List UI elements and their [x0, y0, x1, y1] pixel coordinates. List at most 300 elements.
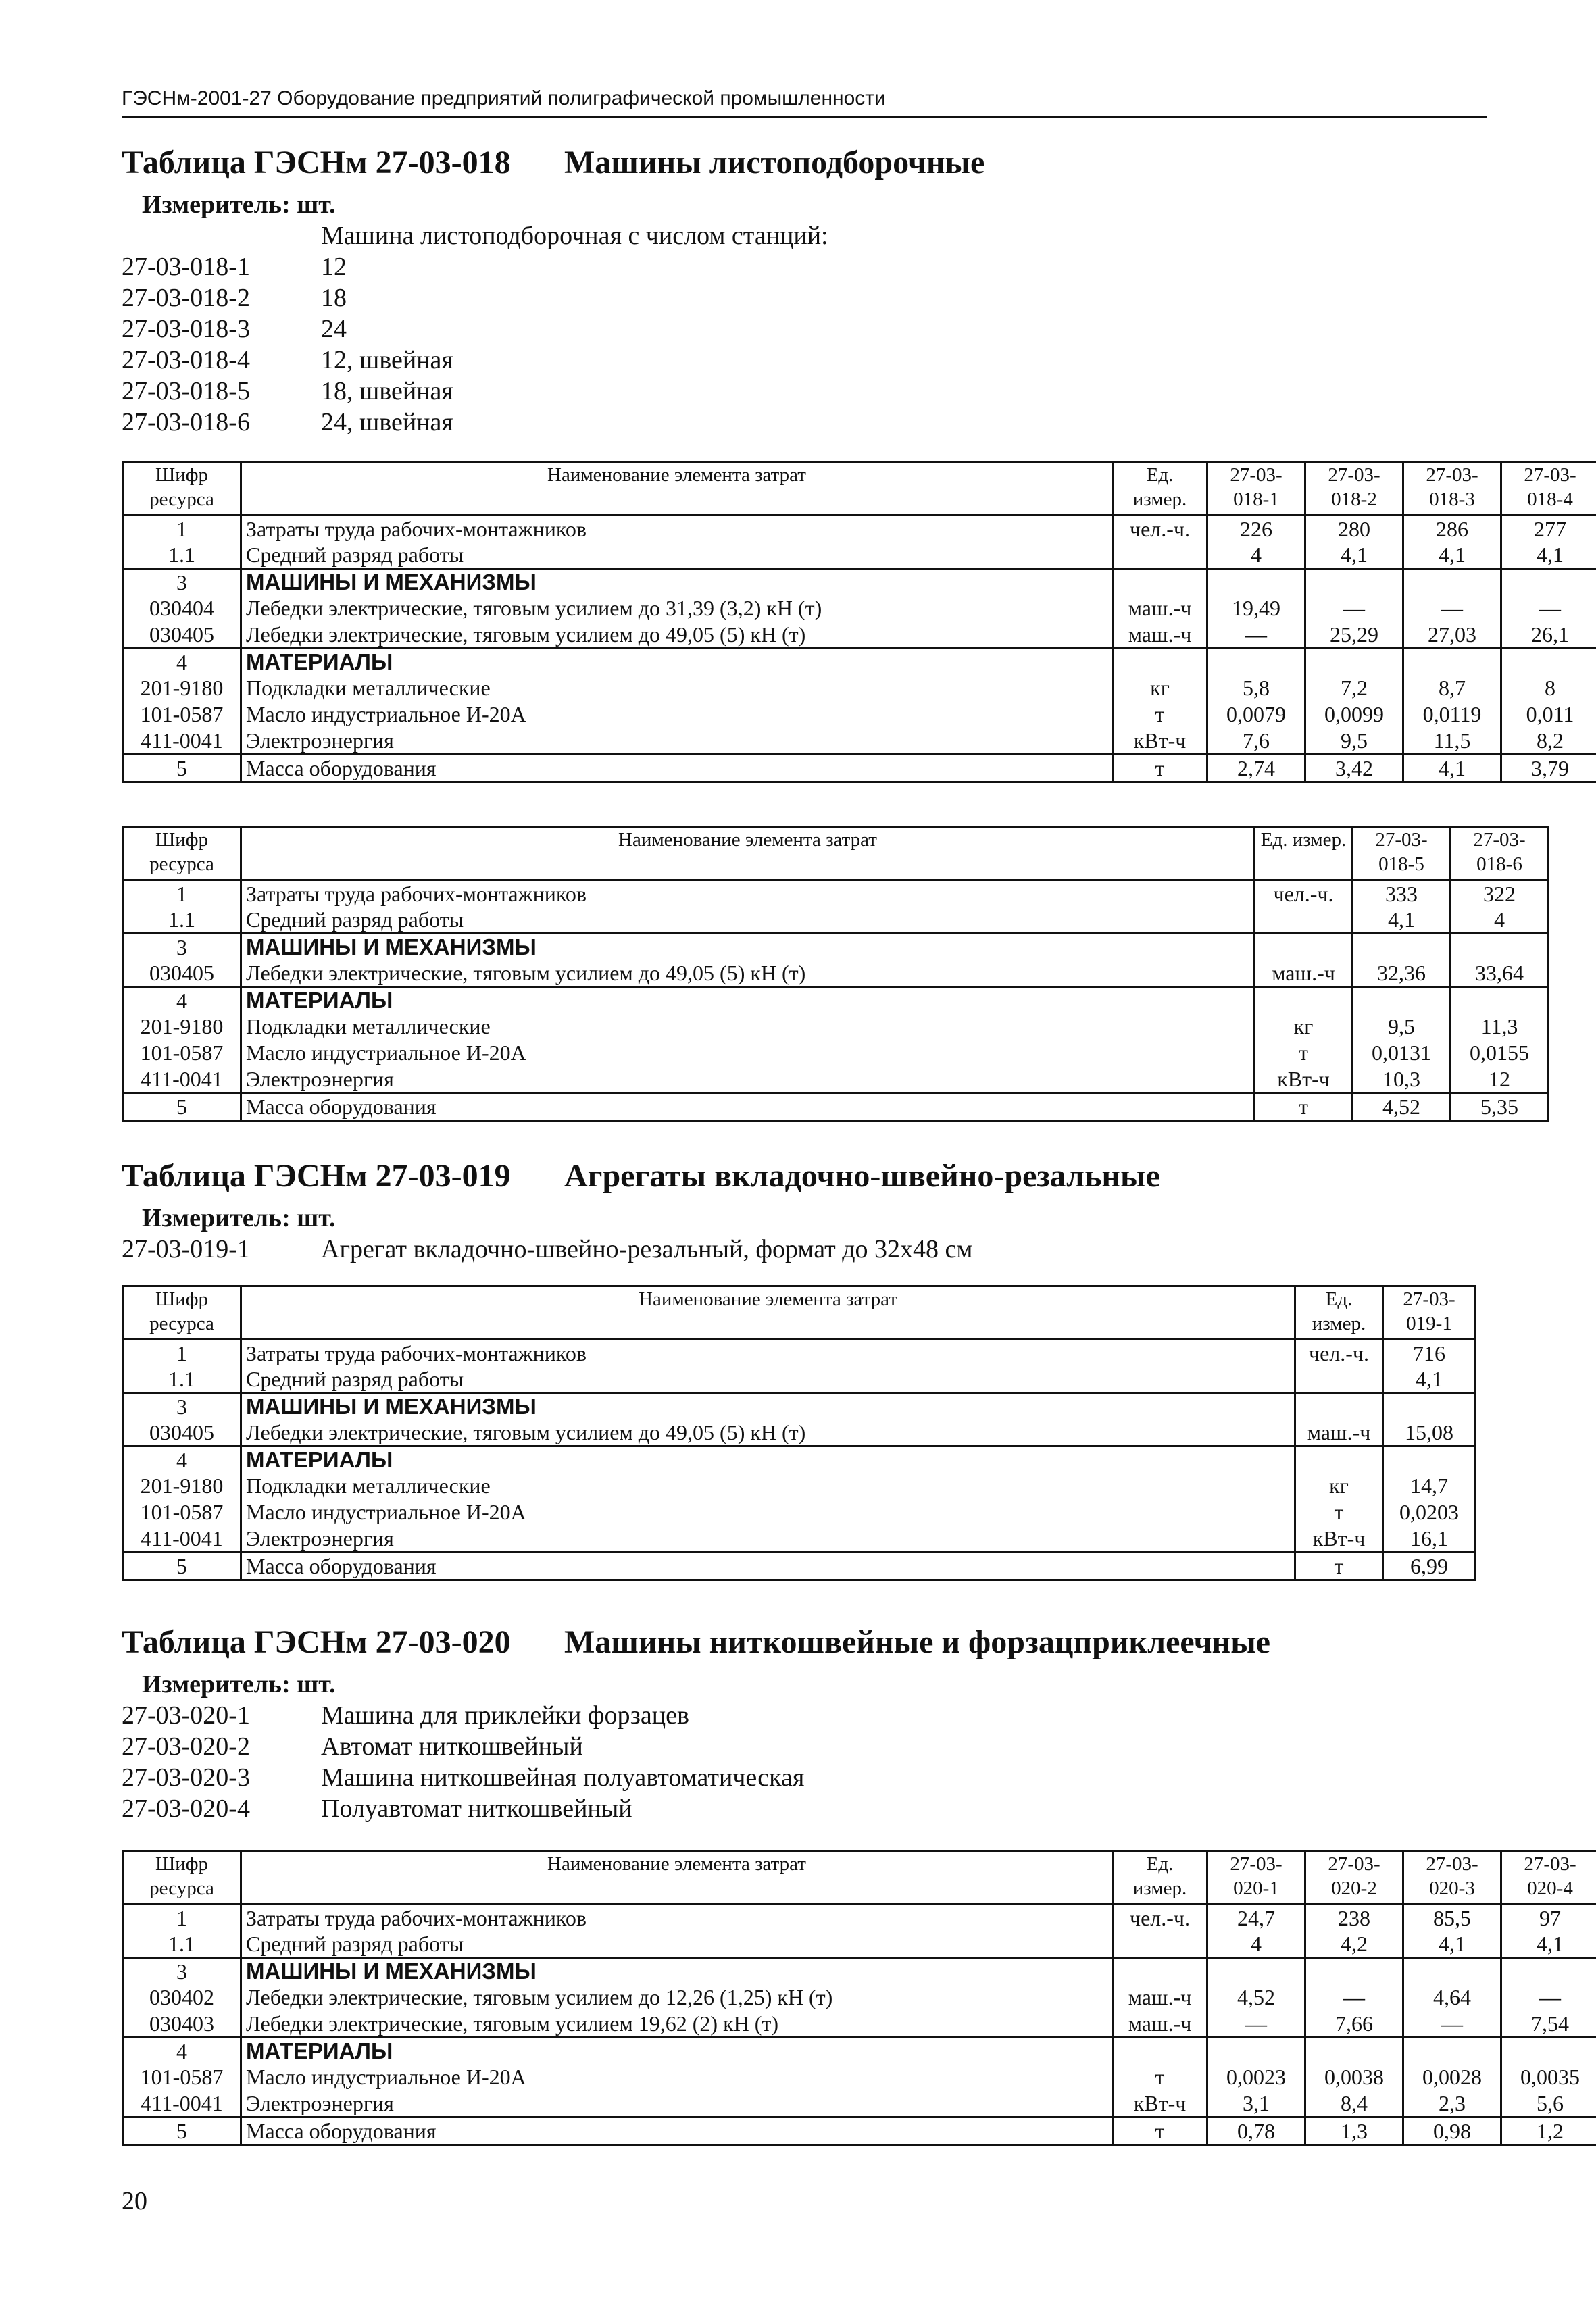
norm-table-018-5-6: [122, 826, 1549, 1122]
value-cell: [1403, 569, 1501, 596]
col-header-unit: Ед. измер.: [1113, 462, 1207, 515]
value-cell: 0,0131: [1353, 1040, 1451, 1066]
variant-item: [122, 1731, 1487, 1762]
resource-code: 3: [123, 1393, 241, 1420]
unit-cell: кВт-ч: [1255, 1066, 1353, 1093]
unit-cell: т: [1113, 2064, 1207, 2090]
table-row: [123, 1393, 1476, 1420]
unit-cell: маш.-ч: [1295, 1419, 1383, 1447]
col-header-code: Шифр ресурса: [123, 827, 241, 880]
variant-intro: Машина листоподборочная с числом станций:: [321, 222, 828, 250]
table-row: [123, 675, 1596, 701]
unit-cell: маш.-ч: [1113, 1984, 1207, 2011]
value-cell: 33,64: [1451, 960, 1549, 987]
cost-element-name: Электроэнергия: [241, 2090, 1113, 2117]
value-cell: —: [1501, 1984, 1596, 2011]
variant-desc: Агрегат вкладочно-швейно-резальный, формат до 32х48 см: [321, 1235, 973, 1263]
variant-item: [122, 1234, 1487, 1265]
value-cell: 3,79: [1501, 755, 1596, 782]
resource-code: 1: [123, 880, 241, 907]
cost-element-name: Затраты труда рабочих-монтажников: [241, 515, 1113, 543]
unit-cell: т: [1113, 2117, 1207, 2145]
value-cell: [1305, 569, 1403, 596]
value-cell: 0,0155: [1451, 1040, 1549, 1066]
table-row: [123, 2038, 1596, 2065]
cost-element-name: Подкладки металлические: [241, 1013, 1255, 1040]
value-cell: 8: [1501, 675, 1596, 701]
unit-cell: чел.-ч.: [1255, 880, 1353, 907]
unit-cell: [1113, 649, 1207, 676]
cost-element-name: МАШИНЫ И МЕХАНИЗМЫ: [241, 1393, 1295, 1420]
resource-code: 1: [123, 1905, 241, 1932]
col-header-variant: 27-03- 018-2: [1305, 462, 1403, 515]
col-header-variant: 27-03- 019-1: [1383, 1286, 1476, 1340]
table-row: [123, 1553, 1476, 1580]
value-cell: 32,36: [1353, 960, 1451, 987]
value-cell: 0,0028: [1403, 2064, 1501, 2090]
variant-item: [122, 251, 1487, 282]
cost-element-name: Масло индустриальное И-20А: [241, 1040, 1255, 1066]
value-cell: 16,1: [1383, 1526, 1476, 1553]
value-cell: 0,0023: [1207, 2064, 1305, 2090]
measure-unit: Измеритель: шт.: [142, 191, 336, 219]
cost-element-name: МАТЕРИАЛЫ: [241, 987, 1255, 1014]
table-row: [123, 1447, 1476, 1474]
table-row: [123, 1013, 1549, 1040]
table-header-row: [123, 1851, 1596, 1905]
value-cell: 9,5: [1305, 728, 1403, 755]
value-cell: 9,5: [1353, 1013, 1451, 1040]
unit-cell: т: [1295, 1553, 1383, 1580]
variant-code: 27-03-018-3: [122, 315, 250, 343]
value-cell: 7,6: [1207, 728, 1305, 755]
table-row: [123, 1931, 1596, 1958]
value-cell: 15,08: [1383, 1419, 1476, 1447]
unit-cell: т: [1255, 1040, 1353, 1066]
value-cell: 333: [1353, 880, 1451, 907]
resource-code: 101-0587: [123, 2064, 241, 2090]
variant-code: 27-03-018-4: [122, 346, 250, 374]
resource-code: 411-0041: [123, 2090, 241, 2117]
unit-cell: [1113, 1958, 1207, 1985]
value-cell: 4: [1207, 542, 1305, 569]
value-cell: [1451, 934, 1549, 961]
table-title: [122, 1623, 1487, 1662]
table-row: [123, 569, 1596, 596]
value-cell: [1501, 569, 1596, 596]
table-row: [123, 701, 1596, 728]
table-row: [123, 934, 1549, 961]
value-cell: 19,49: [1207, 595, 1305, 622]
unit-cell: кВт-ч: [1113, 2090, 1207, 2117]
col-header-unit: Ед. измер.: [1113, 1851, 1207, 1905]
page-header: ГЭСНм-2001-27 Оборудование предприятий полиграфической промышленности: [122, 87, 886, 109]
resource-code: 4: [123, 1447, 241, 1474]
variant-code: 27-03-020-3: [122, 1763, 250, 1792]
variant-code: 27-03-020-1: [122, 1701, 250, 1730]
table-header-row: [123, 1286, 1476, 1340]
cost-element-name: Средний разряд работы: [241, 1366, 1295, 1393]
resource-code: 3: [123, 934, 241, 961]
value-cell: 1,3: [1305, 2117, 1403, 2145]
cost-element-name: Электроэнергия: [241, 1526, 1295, 1553]
value-cell: 8,4: [1305, 2090, 1403, 2117]
col-header-unit: Ед. измер.: [1295, 1286, 1383, 1340]
value-cell: 8,7: [1403, 675, 1501, 701]
value-cell: 226: [1207, 515, 1305, 543]
value-cell: 14,7: [1383, 1473, 1476, 1499]
table-header-row: [123, 462, 1596, 515]
value-cell: [1207, 1958, 1305, 1985]
variant-code: 27-03-018-6: [122, 408, 250, 436]
cost-element-name: Лебедки электрические, тяговым усилием до 49,05 (5) кН (т): [241, 622, 1113, 649]
col-header-name: Наименование элемента затрат: [241, 462, 1113, 515]
value-cell: 4,1: [1383, 1366, 1476, 1393]
table-code: Таблица ГЭСНм 27-03-018: [122, 145, 511, 180]
unit-cell: [1295, 1366, 1383, 1393]
value-cell: 10,3: [1353, 1066, 1451, 1093]
page-number: 20: [122, 2187, 147, 2215]
cost-element-name: Электроэнергия: [241, 1066, 1255, 1093]
table-row: [123, 960, 1549, 987]
unit-cell: [1255, 907, 1353, 934]
col-header-code: Шифр ресурса: [123, 462, 241, 515]
resource-code: 030404: [123, 595, 241, 622]
variant-item: [122, 407, 1487, 438]
table-row: [123, 1066, 1549, 1093]
cost-element-name: МАТЕРИАЛЫ: [241, 649, 1113, 676]
cost-element-name: Затраты труда рабочих-монтажников: [241, 1905, 1113, 1932]
resource-code: 5: [123, 755, 241, 782]
header-rule: [122, 116, 1487, 118]
norm-table-020: [122, 1850, 1596, 2146]
variant-desc: 12, швейная: [321, 346, 453, 374]
unit-cell: [1295, 1447, 1383, 1474]
col-header-variant: 27-03- 018-4: [1501, 462, 1596, 515]
cost-element-name: Затраты труда рабочих-монтажников: [241, 880, 1255, 907]
col-header-variant: 27-03- 018-6: [1451, 827, 1549, 880]
value-cell: 4: [1207, 1931, 1305, 1958]
table-row: [123, 2064, 1596, 2090]
value-cell: 0,0119: [1403, 701, 1501, 728]
resource-code: 030405: [123, 1419, 241, 1447]
resource-code: 201-9180: [123, 1473, 241, 1499]
value-cell: [1451, 987, 1549, 1014]
col-header-variant: 27-03- 018-1: [1207, 462, 1305, 515]
value-cell: 11,5: [1403, 728, 1501, 755]
col-header-unit: Ед. измер.: [1255, 827, 1353, 880]
cost-element-name: Средний разряд работы: [241, 542, 1113, 569]
value-cell: —: [1501, 595, 1596, 622]
value-cell: [1383, 1393, 1476, 1420]
table-header-row: [123, 827, 1549, 880]
measure-unit: Измеритель: шт.: [142, 1204, 336, 1232]
table-row: [123, 1526, 1476, 1553]
resource-code: 411-0041: [123, 728, 241, 755]
resource-code: 1.1: [123, 542, 241, 569]
value-cell: 0,0079: [1207, 701, 1305, 728]
value-cell: [1403, 649, 1501, 676]
value-cell: 5,35: [1451, 1093, 1549, 1121]
value-cell: 4: [1451, 907, 1549, 934]
value-cell: 0,0038: [1305, 2064, 1403, 2090]
value-cell: 280: [1305, 515, 1403, 543]
table-row: [123, 728, 1596, 755]
value-cell: —: [1207, 622, 1305, 649]
unit-cell: т: [1113, 701, 1207, 728]
value-cell: 27,03: [1403, 622, 1501, 649]
resource-code: 5: [123, 1553, 241, 1580]
cost-element-name: МАШИНЫ И МЕХАНИЗМЫ: [241, 569, 1113, 596]
table-row: [123, 880, 1549, 907]
table-row: [123, 649, 1596, 676]
cost-element-name: Лебедки электрические, тяговым усилием 19,62 (2) кН (т): [241, 2011, 1113, 2038]
cost-element-name: Масло индустриальное И-20А: [241, 2064, 1113, 2090]
variant-code: 27-03-020-2: [122, 1732, 250, 1761]
table-row: [123, 907, 1549, 934]
table-name: Машины ниткошвейные и форзацприклеечные: [564, 1624, 1270, 1660]
table-row: [123, 515, 1596, 543]
variant-desc: Машина для приклейки форзацев: [321, 1701, 689, 1730]
cost-element-name: Средний разряд работы: [241, 907, 1255, 934]
unit-cell: кг: [1113, 675, 1207, 701]
value-cell: 0,98: [1403, 2117, 1501, 2145]
unit-cell: кВт-ч: [1295, 1526, 1383, 1553]
value-cell: 8,2: [1501, 728, 1596, 755]
resource-code: 101-0587: [123, 701, 241, 728]
value-cell: 4,1: [1403, 1931, 1501, 1958]
variant-code: 27-03-018-2: [122, 284, 250, 312]
table-row: [123, 755, 1596, 782]
table-name: Машины листоподборочные: [564, 145, 985, 180]
value-cell: 4,52: [1353, 1093, 1451, 1121]
value-cell: [1207, 649, 1305, 676]
value-cell: 0,011: [1501, 701, 1596, 728]
value-cell: 4,1: [1353, 907, 1451, 934]
resource-code: 5: [123, 1093, 241, 1121]
value-cell: —: [1207, 2011, 1305, 2038]
cost-element-name: Электроэнергия: [241, 728, 1113, 755]
resource-code: 030405: [123, 960, 241, 987]
unit-cell: маш.-ч: [1113, 622, 1207, 649]
variant-desc: Полуавтомат ниткошвейный: [321, 1794, 632, 1823]
col-header-name: Наименование элемента затрат: [241, 827, 1255, 880]
table-row: [123, 542, 1596, 569]
value-cell: 3,1: [1207, 2090, 1305, 2117]
col-header-variant: 27-03- 020-4: [1501, 1851, 1596, 1905]
table-row: [123, 2011, 1596, 2038]
table-row: [123, 1093, 1549, 1121]
value-cell: 4,1: [1305, 542, 1403, 569]
col-header-name: Наименование элемента затрат: [241, 1286, 1295, 1340]
unit-cell: т: [1255, 1093, 1353, 1121]
value-cell: 7,54: [1501, 2011, 1596, 2038]
table-row: [123, 1419, 1476, 1447]
variant-item: [122, 345, 1487, 376]
table-section-020: [122, 1623, 1487, 1824]
table-code: Таблица ГЭСНм 27-03-020: [122, 1624, 511, 1660]
resource-code: 1.1: [123, 907, 241, 934]
table-row: [123, 595, 1596, 622]
value-cell: 7,66: [1305, 2011, 1403, 2038]
value-cell: 5,8: [1207, 675, 1305, 701]
value-cell: 11,3: [1451, 1013, 1549, 1040]
resource-code: 411-0041: [123, 1526, 241, 1553]
resource-code: 4: [123, 987, 241, 1014]
value-cell: 24,7: [1207, 1905, 1305, 1932]
col-header-variant: 27-03- 018-5: [1353, 827, 1451, 880]
resource-code: 5: [123, 2117, 241, 2145]
table-title: [122, 143, 1487, 182]
table-title: [122, 1157, 1487, 1196]
value-cell: [1207, 2038, 1305, 2065]
unit-cell: [1255, 987, 1353, 1014]
measure-unit: Измеритель: шт.: [142, 1670, 336, 1699]
unit-cell: чел.-ч.: [1113, 515, 1207, 543]
table-row: [123, 1984, 1596, 2011]
value-cell: 12: [1451, 1066, 1549, 1093]
value-cell: 25,29: [1305, 622, 1403, 649]
value-cell: [1501, 2038, 1596, 2065]
table-section-018: [122, 143, 1487, 438]
variant-desc: 12: [321, 253, 347, 281]
resource-code: 1.1: [123, 1931, 241, 1958]
value-cell: [1383, 1447, 1476, 1474]
table-row: [123, 1340, 1476, 1367]
value-cell: [1353, 987, 1451, 1014]
table-name: Агрегаты вкладочно-швейно-резальные: [564, 1158, 1160, 1194]
resource-code: 030403: [123, 2011, 241, 2038]
value-cell: 716: [1383, 1340, 1476, 1367]
unit-cell: маш.-ч: [1113, 595, 1207, 622]
resource-code: 201-9180: [123, 675, 241, 701]
value-cell: [1207, 569, 1305, 596]
value-cell: [1305, 1958, 1403, 1985]
resource-code: 1: [123, 1340, 241, 1367]
value-cell: 0,0035: [1501, 2064, 1596, 2090]
variant-desc: Машина ниткошвейная полуавтоматическая: [321, 1763, 805, 1792]
cost-element-name: Масса оборудования: [241, 1553, 1295, 1580]
unit-cell: маш.-ч: [1113, 2011, 1207, 2038]
cost-element-name: Масло индустриальное И-20А: [241, 1499, 1295, 1526]
value-cell: 4,52: [1207, 1984, 1305, 2011]
variant-code: 27-03-018-5: [122, 377, 250, 405]
value-cell: —: [1403, 2011, 1501, 2038]
unit-cell: [1295, 1393, 1383, 1420]
cost-element-name: Лебедки электрические, тяговым усилием до 12,26 (1,25) кН (т): [241, 1984, 1113, 2011]
cost-element-name: Лебедки электрические, тяговым усилием до 49,05 (5) кН (т): [241, 960, 1255, 987]
value-cell: 2,74: [1207, 755, 1305, 782]
value-cell: 4,1: [1501, 1931, 1596, 1958]
variant-desc: 18, швейная: [321, 377, 453, 405]
value-cell: 3,42: [1305, 755, 1403, 782]
value-cell: —: [1305, 595, 1403, 622]
col-header-code: Шифр ресурса: [123, 1851, 241, 1905]
value-cell: 0,0099: [1305, 701, 1403, 728]
value-cell: [1403, 2038, 1501, 2065]
variant-item: [122, 282, 1487, 313]
unit-cell: кг: [1295, 1473, 1383, 1499]
variant-desc: 24, швейная: [321, 408, 453, 436]
table-section-019: [122, 1157, 1487, 1265]
cost-element-name: Масса оборудования: [241, 1093, 1255, 1121]
col-header-name: Наименование элемента затрат: [241, 1851, 1113, 1905]
variant-code: 27-03-018-1: [122, 253, 250, 281]
table-row: [123, 1958, 1596, 1985]
cost-element-name: Масса оборудования: [241, 2117, 1113, 2145]
cost-element-name: Средний разряд работы: [241, 1931, 1113, 1958]
value-cell: 4,2: [1305, 1931, 1403, 1958]
value-cell: 97: [1501, 1905, 1596, 1932]
resource-code: 030402: [123, 1984, 241, 2011]
value-cell: 4,1: [1403, 755, 1501, 782]
value-cell: [1501, 649, 1596, 676]
cost-element-name: МАШИНЫ И МЕХАНИЗМЫ: [241, 934, 1255, 961]
variant-item: [122, 313, 1487, 345]
value-cell: [1305, 649, 1403, 676]
value-cell: 4,1: [1501, 542, 1596, 569]
table-row: [123, 1499, 1476, 1526]
value-cell: 7,2: [1305, 675, 1403, 701]
variant-item: [122, 1762, 1487, 1793]
resource-code: 201-9180: [123, 1013, 241, 1040]
value-cell: 277: [1501, 515, 1596, 543]
value-cell: 26,1: [1501, 622, 1596, 649]
value-cell: 0,0203: [1383, 1499, 1476, 1526]
value-cell: 238: [1305, 1905, 1403, 1932]
table-row: [123, 1473, 1476, 1499]
value-cell: —: [1305, 1984, 1403, 2011]
cost-element-name: Масло индустриальное И-20А: [241, 701, 1113, 728]
norm-table-019: [122, 1285, 1476, 1581]
table-row: [123, 1040, 1549, 1066]
value-cell: 5,6: [1501, 2090, 1596, 2117]
cost-element-name: Лебедки электрические, тяговым усилием до 31,39 (3,2) кН (т): [241, 595, 1113, 622]
unit-cell: [1113, 542, 1207, 569]
unit-cell: чел.-ч.: [1295, 1340, 1383, 1367]
value-cell: —: [1403, 595, 1501, 622]
table-row: [123, 987, 1549, 1014]
table-row: [123, 2117, 1596, 2145]
cost-element-name: Затраты труда рабочих-монтажников: [241, 1340, 1295, 1367]
unit-cell: [1113, 569, 1207, 596]
col-header-variant: 27-03- 020-2: [1305, 1851, 1403, 1905]
table-code: Таблица ГЭСНм 27-03-019: [122, 1158, 511, 1194]
table-row: [123, 2090, 1596, 2117]
cost-element-name: МАШИНЫ И МЕХАНИЗМЫ: [241, 1958, 1113, 1985]
cost-element-name: Подкладки металлические: [241, 1473, 1295, 1499]
unit-cell: [1113, 1931, 1207, 1958]
variant-code: 27-03-020-4: [122, 1794, 250, 1823]
value-cell: [1353, 934, 1451, 961]
unit-cell: кВт-ч: [1113, 728, 1207, 755]
resource-code: 101-0587: [123, 1040, 241, 1066]
variant-item: [122, 1793, 1487, 1824]
table-row: [123, 622, 1596, 649]
value-cell: [1501, 1958, 1596, 1985]
unit-cell: чел.-ч.: [1113, 1905, 1207, 1932]
resource-code: 4: [123, 649, 241, 676]
value-cell: 2,3: [1403, 2090, 1501, 2117]
value-cell: 0,78: [1207, 2117, 1305, 2145]
variant-desc: 18: [321, 284, 347, 312]
value-cell: [1305, 2038, 1403, 2065]
cost-element-name: Подкладки металлические: [241, 675, 1113, 701]
resource-code: 3: [123, 569, 241, 596]
unit-cell: т: [1295, 1499, 1383, 1526]
variant-desc: Автомат ниткошвейный: [321, 1732, 583, 1761]
value-cell: 4,64: [1403, 1984, 1501, 2011]
